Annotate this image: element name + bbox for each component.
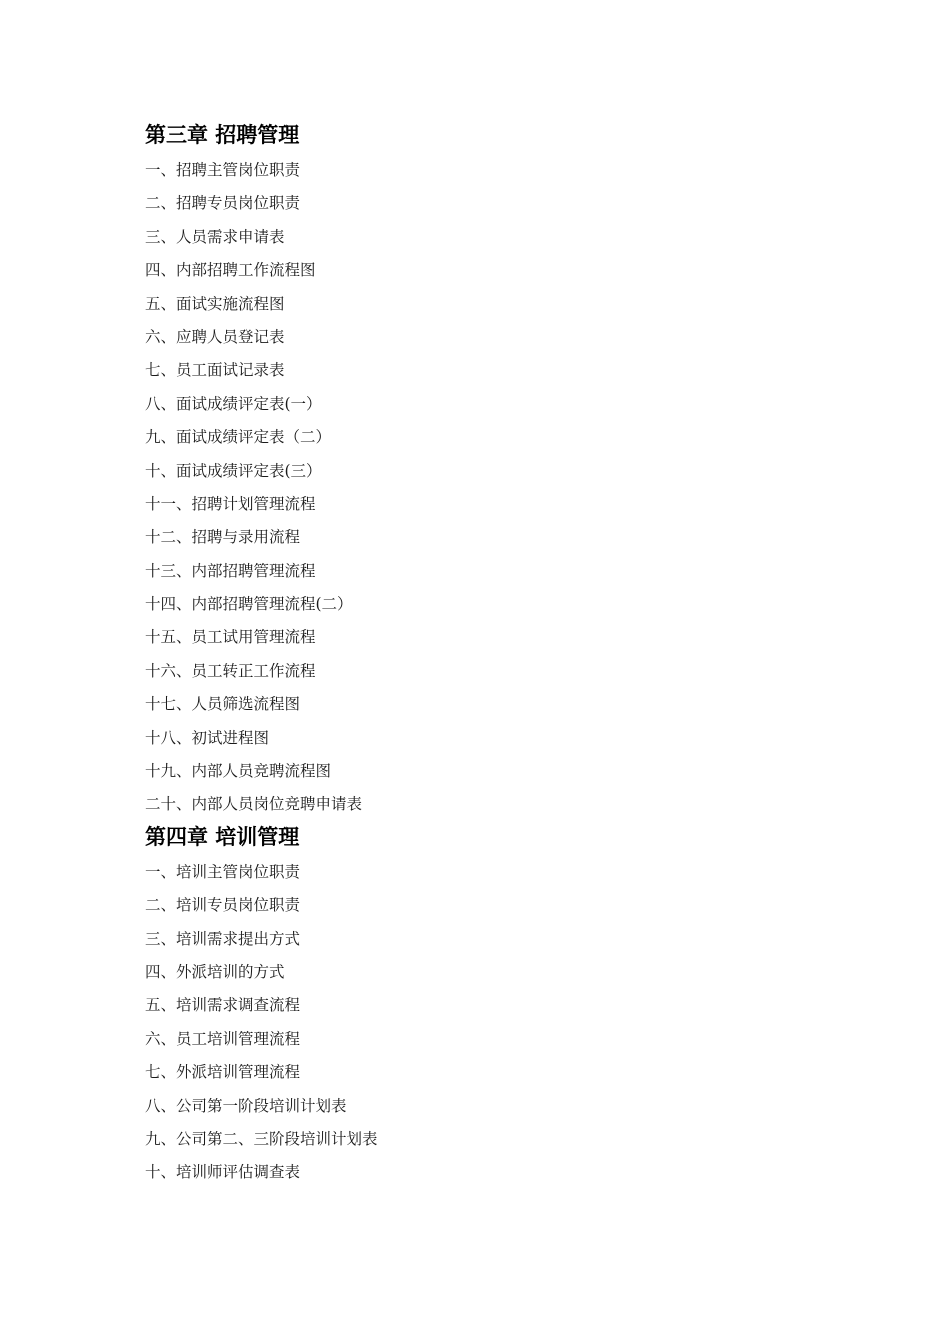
list-item: 六、员工培训管理流程 xyxy=(145,1029,301,1048)
list-item: 十八、初试进程图 xyxy=(145,728,270,747)
list-item: 十三、内部招聘管理流程 xyxy=(145,561,316,580)
list-item: 十二、招聘与录用流程 xyxy=(145,528,301,547)
list-item: 八、面试成绩评定表(一） xyxy=(145,394,322,413)
chapter-title: 第三章 招聘管理 xyxy=(145,123,300,147)
chapter-4 xyxy=(145,822,845,1190)
list-item: 十一、招聘计划管理流程 xyxy=(145,494,316,513)
chapter-3 xyxy=(145,120,845,822)
chapter-item-list xyxy=(145,856,845,1190)
list-item: 八、公司第一阶段培训计划表 xyxy=(145,1096,347,1115)
list-item: 十九、内部人员竞聘流程图 xyxy=(145,762,332,781)
list-item: 一、招聘主管岗位职责 xyxy=(145,161,301,179)
list-item: 七、外派培训管理流程 xyxy=(145,1063,301,1082)
list-item: 九、公司第二、三阶段培训计划表 xyxy=(145,1129,378,1148)
list-item: 二、培训专员岗位职责 xyxy=(145,896,301,915)
list-item: 二、招聘专员岗位职责 xyxy=(145,194,301,213)
list-item: 四、外派培训的方式 xyxy=(145,962,285,981)
list-item: 三、人员需求申请表 xyxy=(145,227,285,246)
list-item: 十、培训师评估调查表 xyxy=(145,1163,301,1182)
list-item: 十四、内部招聘管理流程(二） xyxy=(145,595,353,614)
list-item: 十七、人员筛选流程图 xyxy=(145,695,301,714)
list-item: 七、员工面试记录表 xyxy=(145,361,285,380)
list-item: 五、培训需求调查流程 xyxy=(145,996,301,1015)
list-item: 四、内部招聘工作流程图 xyxy=(145,261,316,280)
list-item: 六、应聘人员登记表 xyxy=(145,327,285,346)
list-item: 九、面试成绩评定表（二） xyxy=(145,428,332,447)
list-item: 十、面试成绩评定表(三） xyxy=(145,461,322,480)
list-item: 一、培训主管岗位职责 xyxy=(145,862,301,881)
document-page xyxy=(145,120,845,1190)
list-item: 十六、员工转正工作流程 xyxy=(145,661,316,680)
chapter-title: 第四章 培训管理 xyxy=(145,824,300,849)
list-item: 五、面试实施流程图 xyxy=(145,294,285,313)
chapter-item-list xyxy=(145,154,845,822)
list-item: 三、培训需求提出方式 xyxy=(145,929,301,948)
list-item: 十五、员工试用管理流程 xyxy=(145,628,316,647)
list-item: 二十、内部人员岗位竞聘申请表 xyxy=(145,795,363,814)
